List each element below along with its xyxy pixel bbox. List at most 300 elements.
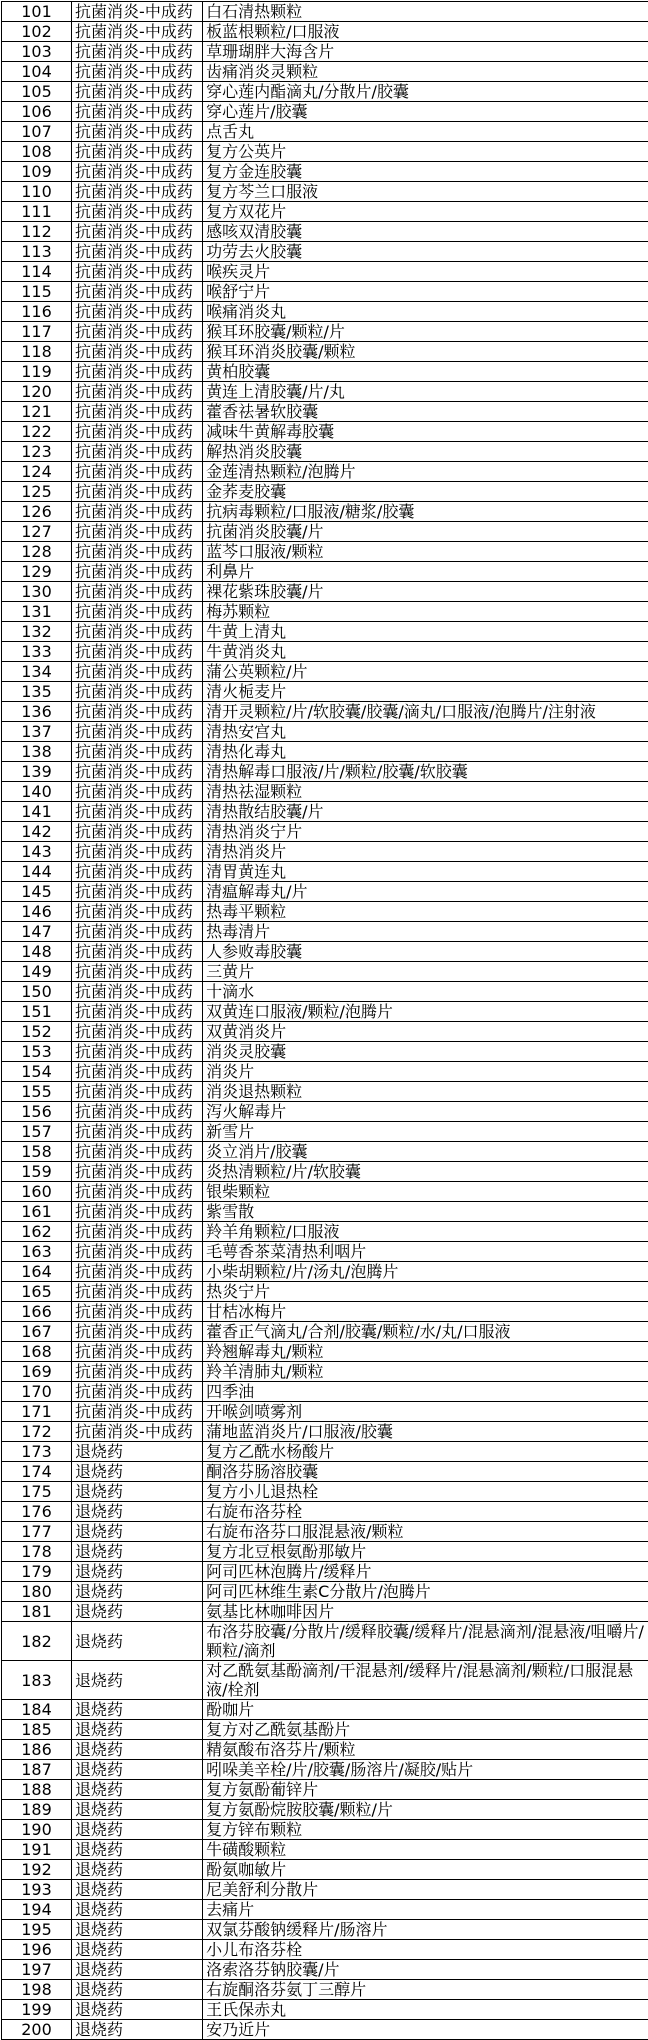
drug-name-cell[interactable]: 右旋酮洛芬氨丁三醇片	[203, 1980, 648, 2000]
row-number-cell[interactable]: 125	[2, 482, 72, 502]
row-number-cell[interactable]: 130	[2, 582, 72, 602]
row-number-cell[interactable]: 112	[2, 222, 72, 242]
category-cell[interactable]: 抗菌消炎-中成药	[72, 822, 203, 842]
category-cell[interactable]: 抗菌消炎-中成药	[72, 682, 203, 702]
category-cell[interactable]: 抗菌消炎-中成药	[72, 962, 203, 982]
category-cell[interactable]: 抗菌消炎-中成药	[72, 1282, 203, 1302]
category-cell[interactable]: 退烧药	[72, 2020, 203, 2040]
category-cell[interactable]: 抗菌消炎-中成药	[72, 1122, 203, 1142]
row-number-cell[interactable]: 199	[2, 2000, 72, 2020]
drug-name-cell[interactable]: 清热化毒丸	[203, 742, 648, 762]
category-cell[interactable]: 抗菌消炎-中成药	[72, 122, 203, 142]
category-cell[interactable]: 抗菌消炎-中成药	[72, 1202, 203, 1222]
drug-name-cell[interactable]: 感咳双清胶囊	[203, 222, 648, 242]
row-number-cell[interactable]: 180	[2, 1582, 72, 1602]
row-number-cell[interactable]: 182	[2, 1622, 72, 1661]
category-cell[interactable]: 抗菌消炎-中成药	[72, 1342, 203, 1362]
drug-name-cell[interactable]: 精氨酸布洛芬片/颗粒	[203, 1740, 648, 1760]
row-number-cell[interactable]: 150	[2, 982, 72, 1002]
row-number-cell[interactable]: 143	[2, 842, 72, 862]
category-cell[interactable]: 抗菌消炎-中成药	[72, 462, 203, 482]
category-cell[interactable]: 退烧药	[72, 2000, 203, 2020]
row-number-cell[interactable]: 105	[2, 82, 72, 102]
drug-name-cell[interactable]: 蒲公英颗粒/片	[203, 662, 648, 682]
row-number-cell[interactable]: 157	[2, 1122, 72, 1142]
row-number-cell[interactable]: 198	[2, 1980, 72, 2000]
row-number-cell[interactable]: 131	[2, 602, 72, 622]
category-cell[interactable]: 退烧药	[72, 1920, 203, 1940]
category-cell[interactable]: 退烧药	[72, 1482, 203, 1502]
drug-name-cell[interactable]: 银柴颗粒	[203, 1182, 648, 1202]
row-number-cell[interactable]: 184	[2, 1700, 72, 1720]
drug-name-cell[interactable]: 清热安宫丸	[203, 722, 648, 742]
category-cell[interactable]: 退烧药	[72, 1661, 203, 1700]
drug-name-cell[interactable]: 清热祛湿颗粒	[203, 782, 648, 802]
category-cell[interactable]: 抗菌消炎-中成药	[72, 542, 203, 562]
drug-name-cell[interactable]: 双黄连口服液/颗粒/泡腾片	[203, 1002, 648, 1022]
drug-name-cell[interactable]: 酮洛芬肠溶胶囊	[203, 1462, 648, 1482]
category-cell[interactable]: 抗菌消炎-中成药	[72, 2, 203, 22]
row-number-cell[interactable]: 161	[2, 1202, 72, 1222]
row-number-cell[interactable]: 107	[2, 122, 72, 142]
row-number-cell[interactable]: 126	[2, 502, 72, 522]
drug-name-cell[interactable]: 蓝芩口服液/颗粒	[203, 542, 648, 562]
drug-name-cell[interactable]: 消炎片	[203, 1062, 648, 1082]
drug-name-cell[interactable]: 黄柏胶囊	[203, 362, 648, 382]
row-number-cell[interactable]: 191	[2, 1840, 72, 1860]
row-number-cell[interactable]: 188	[2, 1780, 72, 1800]
drug-name-cell[interactable]: 洛索洛芬钠胶囊/片	[203, 1960, 648, 1980]
drug-name-cell[interactable]: 牛黄消炎丸	[203, 642, 648, 662]
row-number-cell[interactable]: 119	[2, 362, 72, 382]
row-number-cell[interactable]: 133	[2, 642, 72, 662]
row-number-cell[interactable]: 186	[2, 1740, 72, 1760]
category-cell[interactable]: 退烧药	[72, 1740, 203, 1760]
category-cell[interactable]: 抗菌消炎-中成药	[72, 702, 203, 722]
drug-name-cell[interactable]: 牛磺酸颗粒	[203, 1840, 648, 1860]
category-cell[interactable]: 抗菌消炎-中成药	[72, 562, 203, 582]
category-cell[interactable]: 抗菌消炎-中成药	[72, 102, 203, 122]
row-number-cell[interactable]: 197	[2, 1960, 72, 1980]
category-cell[interactable]: 抗菌消炎-中成药	[72, 1182, 203, 1202]
drug-name-cell[interactable]: 炎热清颗粒/片/软胶囊	[203, 1162, 648, 1182]
drug-name-cell[interactable]: 金荞麦胶囊	[203, 482, 648, 502]
drug-name-cell[interactable]: 解热消炎胶囊	[203, 442, 648, 462]
category-cell[interactable]: 抗菌消炎-中成药	[72, 62, 203, 82]
drug-name-cell[interactable]: 羚羊角颗粒/口服液	[203, 1222, 648, 1242]
category-cell[interactable]: 抗菌消炎-中成药	[72, 882, 203, 902]
row-number-cell[interactable]: 138	[2, 742, 72, 762]
row-number-cell[interactable]: 156	[2, 1102, 72, 1122]
drug-name-cell[interactable]: 羚翘解毒丸/颗粒	[203, 1342, 648, 1362]
row-number-cell[interactable]: 189	[2, 1800, 72, 1820]
drug-name-cell[interactable]: 右旋布洛芬栓	[203, 1502, 648, 1522]
row-number-cell[interactable]: 162	[2, 1222, 72, 1242]
drug-name-cell[interactable]: 清开灵颗粒/片/软胶囊/胶囊/滴丸/口服液/泡腾片/注射液	[203, 702, 648, 722]
row-number-cell[interactable]: 163	[2, 1242, 72, 1262]
category-cell[interactable]: 抗菌消炎-中成药	[72, 782, 203, 802]
row-number-cell[interactable]: 115	[2, 282, 72, 302]
drug-name-cell[interactable]: 板蓝根颗粒/口服液	[203, 22, 648, 42]
category-cell[interactable]: 退烧药	[72, 1462, 203, 1482]
category-cell[interactable]: 抗菌消炎-中成药	[72, 82, 203, 102]
category-cell[interactable]: 抗菌消炎-中成药	[72, 242, 203, 262]
category-cell[interactable]: 抗菌消炎-中成药	[72, 402, 203, 422]
row-number-cell[interactable]: 134	[2, 662, 72, 682]
drug-name-cell[interactable]: 十滴水	[203, 982, 648, 1002]
drug-name-cell[interactable]: 蒲地蓝消炎片/口服液/胶囊	[203, 1422, 648, 1442]
category-cell[interactable]: 抗菌消炎-中成药	[72, 1002, 203, 1022]
category-cell[interactable]: 抗菌消炎-中成药	[72, 302, 203, 322]
drug-name-cell[interactable]: 氨基比林咖啡因片	[203, 1602, 648, 1622]
category-cell[interactable]: 抗菌消炎-中成药	[72, 482, 203, 502]
row-number-cell[interactable]: 152	[2, 1022, 72, 1042]
row-number-cell[interactable]: 175	[2, 1482, 72, 1502]
category-cell[interactable]: 退烧药	[72, 1542, 203, 1562]
category-cell[interactable]: 抗菌消炎-中成药	[72, 1062, 203, 1082]
row-number-cell[interactable]: 159	[2, 1162, 72, 1182]
category-cell[interactable]: 抗菌消炎-中成药	[72, 902, 203, 922]
category-cell[interactable]: 抗菌消炎-中成药	[72, 182, 203, 202]
drug-name-cell[interactable]: 阿司匹林维生素C分散片/泡腾片	[203, 1582, 648, 1602]
category-cell[interactable]: 退烧药	[72, 1780, 203, 1800]
row-number-cell[interactable]: 122	[2, 422, 72, 442]
row-number-cell[interactable]: 129	[2, 562, 72, 582]
drug-name-cell[interactable]: 梅苏颗粒	[203, 602, 648, 622]
drug-name-cell[interactable]: 喉舒宁片	[203, 282, 648, 302]
category-cell[interactable]: 退烧药	[72, 1840, 203, 1860]
category-cell[interactable]: 抗菌消炎-中成药	[72, 362, 203, 382]
row-number-cell[interactable]: 200	[2, 2020, 72, 2040]
row-number-cell[interactable]: 102	[2, 22, 72, 42]
drug-name-cell[interactable]: 功劳去火胶囊	[203, 242, 648, 262]
row-number-cell[interactable]: 116	[2, 302, 72, 322]
row-number-cell[interactable]: 190	[2, 1820, 72, 1840]
row-number-cell[interactable]: 144	[2, 862, 72, 882]
row-number-cell[interactable]: 110	[2, 182, 72, 202]
category-cell[interactable]: 抗菌消炎-中成药	[72, 1262, 203, 1282]
drug-name-cell[interactable]: 开喉剑喷雾剂	[203, 1402, 648, 1422]
row-number-cell[interactable]: 171	[2, 1402, 72, 1422]
drug-name-cell[interactable]: 四季油	[203, 1382, 648, 1402]
drug-name-cell[interactable]: 新雪片	[203, 1122, 648, 1142]
category-cell[interactable]: 退烧药	[72, 1900, 203, 1920]
drug-name-cell[interactable]: 消炎灵胶囊	[203, 1042, 648, 1062]
drug-name-cell[interactable]: 热毒平颗粒	[203, 902, 648, 922]
drug-name-cell[interactable]: 复方北豆根氨酚那敏片	[203, 1542, 648, 1562]
category-cell[interactable]: 退烧药	[72, 1502, 203, 1522]
row-number-cell[interactable]: 147	[2, 922, 72, 942]
drug-name-cell[interactable]: 羚羊清肺丸/颗粒	[203, 1362, 648, 1382]
drug-name-cell[interactable]: 双氯芬酸钠缓释片/肠溶片	[203, 1920, 648, 1940]
row-number-cell[interactable]: 118	[2, 342, 72, 362]
category-cell[interactable]: 抗菌消炎-中成药	[72, 1162, 203, 1182]
drug-name-cell[interactable]: 小柴胡颗粒/片/汤丸/泡腾片	[203, 1262, 648, 1282]
row-number-cell[interactable]: 170	[2, 1382, 72, 1402]
category-cell[interactable]: 抗菌消炎-中成药	[72, 762, 203, 782]
row-number-cell[interactable]: 178	[2, 1542, 72, 1562]
drug-name-cell[interactable]: 热毒清片	[203, 922, 648, 942]
drug-name-cell[interactable]: 藿香祛暑软胶囊	[203, 402, 648, 422]
drug-name-cell[interactable]: 右旋布洛芬口服混悬液/颗粒	[203, 1522, 648, 1542]
category-cell[interactable]: 退烧药	[72, 1700, 203, 1720]
drug-name-cell[interactable]: 酚氨咖敏片	[203, 1860, 648, 1880]
drug-name-cell[interactable]: 双黄消炎片	[203, 1022, 648, 1042]
category-cell[interactable]: 抗菌消炎-中成药	[72, 1322, 203, 1342]
row-number-cell[interactable]: 108	[2, 142, 72, 162]
drug-name-cell[interactable]: 王氏保赤丸	[203, 2000, 648, 2020]
category-cell[interactable]: 抗菌消炎-中成药	[72, 982, 203, 1002]
row-number-cell[interactable]: 103	[2, 42, 72, 62]
category-cell[interactable]: 抗菌消炎-中成药	[72, 1042, 203, 1062]
row-number-cell[interactable]: 124	[2, 462, 72, 482]
category-cell[interactable]: 抗菌消炎-中成药	[72, 142, 203, 162]
category-cell[interactable]: 抗菌消炎-中成药	[72, 802, 203, 822]
row-number-cell[interactable]: 155	[2, 1082, 72, 1102]
category-cell[interactable]: 退烧药	[72, 1760, 203, 1780]
drug-name-cell[interactable]: 对乙酰氨基酚滴剂/干混悬剂/缓释片/混悬滴剂/颗粒/口服混悬液/栓剂	[203, 1661, 648, 1700]
drug-name-cell[interactable]: 清热散结胶囊/片	[203, 802, 648, 822]
row-number-cell[interactable]: 183	[2, 1661, 72, 1700]
category-cell[interactable]: 抗菌消炎-中成药	[72, 162, 203, 182]
category-cell[interactable]: 抗菌消炎-中成药	[72, 862, 203, 882]
category-cell[interactable]: 退烧药	[72, 1960, 203, 1980]
row-number-cell[interactable]: 153	[2, 1042, 72, 1062]
drug-name-cell[interactable]: 抗菌消炎胶囊/片	[203, 522, 648, 542]
drug-name-cell[interactable]: 消炎退热颗粒	[203, 1082, 648, 1102]
category-cell[interactable]: 抗菌消炎-中成药	[72, 942, 203, 962]
drug-name-cell[interactable]: 三黄片	[203, 962, 648, 982]
category-cell[interactable]: 抗菌消炎-中成药	[72, 22, 203, 42]
row-number-cell[interactable]: 167	[2, 1322, 72, 1342]
row-number-cell[interactable]: 121	[2, 402, 72, 422]
category-cell[interactable]: 退烧药	[72, 1720, 203, 1740]
drug-name-cell[interactable]: 金莲清热颗粒/泡腾片	[203, 462, 648, 482]
drug-name-cell[interactable]: 复方双花片	[203, 202, 648, 222]
drug-name-cell[interactable]: 利鼻片	[203, 562, 648, 582]
category-cell[interactable]: 抗菌消炎-中成药	[72, 662, 203, 682]
drug-name-cell[interactable]: 清热消炎宁片	[203, 822, 648, 842]
drug-name-cell[interactable]: 清热消炎片	[203, 842, 648, 862]
drug-name-cell[interactable]: 复方乙酰水杨酸片	[203, 1442, 648, 1462]
category-cell[interactable]: 抗菌消炎-中成药	[72, 522, 203, 542]
drug-name-cell[interactable]: 抗病毒颗粒/口服液/糖浆/胶囊	[203, 502, 648, 522]
row-number-cell[interactable]: 132	[2, 622, 72, 642]
row-number-cell[interactable]: 113	[2, 242, 72, 262]
category-cell[interactable]: 退烧药	[72, 1562, 203, 1582]
row-number-cell[interactable]: 128	[2, 542, 72, 562]
category-cell[interactable]: 抗菌消炎-中成药	[72, 442, 203, 462]
category-cell[interactable]: 退烧药	[72, 1522, 203, 1542]
category-cell[interactable]: 抗菌消炎-中成药	[72, 1142, 203, 1162]
category-cell[interactable]: 抗菌消炎-中成药	[72, 742, 203, 762]
drug-name-cell[interactable]: 藿香正气滴丸/合剂/胶囊/颗粒/水/丸/口服液	[203, 1322, 648, 1342]
category-cell[interactable]: 抗菌消炎-中成药	[72, 582, 203, 602]
row-number-cell[interactable]: 154	[2, 1062, 72, 1082]
drug-name-cell[interactable]: 减味牛黄解毒胶囊	[203, 422, 648, 442]
row-number-cell[interactable]: 117	[2, 322, 72, 342]
row-number-cell[interactable]: 137	[2, 722, 72, 742]
row-number-cell[interactable]: 194	[2, 1900, 72, 1920]
row-number-cell[interactable]: 158	[2, 1142, 72, 1162]
drug-name-cell[interactable]: 安乃近片	[203, 2020, 648, 2040]
row-number-cell[interactable]: 135	[2, 682, 72, 702]
drug-name-cell[interactable]: 复方对乙酰氨基酚片	[203, 1720, 648, 1740]
row-number-cell[interactable]: 114	[2, 262, 72, 282]
category-cell[interactable]: 抗菌消炎-中成药	[72, 1242, 203, 1262]
drug-name-cell[interactable]: 清火栀麦片	[203, 682, 648, 702]
row-number-cell[interactable]: 160	[2, 1182, 72, 1202]
category-cell[interactable]: 抗菌消炎-中成药	[72, 202, 203, 222]
category-cell[interactable]: 抗菌消炎-中成药	[72, 622, 203, 642]
row-number-cell[interactable]: 172	[2, 1422, 72, 1442]
category-cell[interactable]: 抗菌消炎-中成药	[72, 382, 203, 402]
category-cell[interactable]: 抗菌消炎-中成药	[72, 342, 203, 362]
category-cell[interactable]: 抗菌消炎-中成药	[72, 422, 203, 442]
row-number-cell[interactable]: 127	[2, 522, 72, 542]
category-cell[interactable]: 抗菌消炎-中成药	[72, 1362, 203, 1382]
category-cell[interactable]: 抗菌消炎-中成药	[72, 642, 203, 662]
category-cell[interactable]: 抗菌消炎-中成药	[72, 1382, 203, 1402]
row-number-cell[interactable]: 173	[2, 1442, 72, 1462]
category-cell[interactable]: 抗菌消炎-中成药	[72, 722, 203, 742]
category-cell[interactable]: 抗菌消炎-中成药	[72, 1082, 203, 1102]
category-cell[interactable]: 退烧药	[72, 1582, 203, 1602]
row-number-cell[interactable]: 106	[2, 102, 72, 122]
drug-name-cell[interactable]: 复方小儿退热栓	[203, 1482, 648, 1502]
row-number-cell[interactable]: 146	[2, 902, 72, 922]
row-number-cell[interactable]: 166	[2, 1302, 72, 1322]
row-number-cell[interactable]: 165	[2, 1282, 72, 1302]
row-number-cell[interactable]: 151	[2, 1002, 72, 1022]
drug-name-cell[interactable]: 草珊瑚胖大海含片	[203, 42, 648, 62]
row-number-cell[interactable]: 185	[2, 1720, 72, 1740]
row-number-cell[interactable]: 111	[2, 202, 72, 222]
row-number-cell[interactable]: 195	[2, 1920, 72, 1940]
category-cell[interactable]: 退烧药	[72, 1602, 203, 1622]
drug-name-cell[interactable]: 热炎宁片	[203, 1282, 648, 1302]
row-number-cell[interactable]: 187	[2, 1760, 72, 1780]
category-cell[interactable]: 退烧药	[72, 1820, 203, 1840]
drug-name-cell[interactable]: 黄连上清胶囊/片/丸	[203, 382, 648, 402]
row-number-cell[interactable]: 177	[2, 1522, 72, 1542]
category-cell[interactable]: 抗菌消炎-中成药	[72, 282, 203, 302]
drug-name-cell[interactable]: 牛黄上清丸	[203, 622, 648, 642]
drug-name-cell[interactable]: 酚咖片	[203, 1700, 648, 1720]
drug-name-cell[interactable]: 穿心莲内酯滴丸/分散片/胶囊	[203, 82, 648, 102]
category-cell[interactable]: 退烧药	[72, 1622, 203, 1661]
drug-name-cell[interactable]: 人参败毒胶囊	[203, 942, 648, 962]
drug-name-cell[interactable]: 齿痛消炎灵颗粒	[203, 62, 648, 82]
row-number-cell[interactable]: 168	[2, 1342, 72, 1362]
category-cell[interactable]: 抗菌消炎-中成药	[72, 1302, 203, 1322]
category-cell[interactable]: 抗菌消炎-中成药	[72, 262, 203, 282]
category-cell[interactable]: 退烧药	[72, 1860, 203, 1880]
drug-name-cell[interactable]: 猴耳环消炎胶囊/颗粒	[203, 342, 648, 362]
row-number-cell[interactable]: 179	[2, 1562, 72, 1582]
drug-name-cell[interactable]: 去痛片	[203, 1900, 648, 1920]
drug-name-cell[interactable]: 喉疾灵片	[203, 262, 648, 282]
category-cell[interactable]: 退烧药	[72, 1800, 203, 1820]
drug-name-cell[interactable]: 炎立消片/胶囊	[203, 1142, 648, 1162]
category-cell[interactable]: 抗菌消炎-中成药	[72, 322, 203, 342]
row-number-cell[interactable]: 176	[2, 1502, 72, 1522]
drug-name-cell[interactable]: 吲哚美辛栓/片/胶囊/肠溶片/凝胶/贴片	[203, 1760, 648, 1780]
row-number-cell[interactable]: 148	[2, 942, 72, 962]
drug-name-cell[interactable]: 泻火解毒片	[203, 1102, 648, 1122]
category-cell[interactable]: 退烧药	[72, 1442, 203, 1462]
category-cell[interactable]: 抗菌消炎-中成药	[72, 1402, 203, 1422]
row-number-cell[interactable]: 174	[2, 1462, 72, 1482]
drug-name-cell[interactable]: 裸花紫珠胶囊/片	[203, 582, 648, 602]
row-number-cell[interactable]: 123	[2, 442, 72, 462]
row-number-cell[interactable]: 136	[2, 702, 72, 722]
drug-name-cell[interactable]: 毛萼香茶菜清热利咽片	[203, 1242, 648, 1262]
row-number-cell[interactable]: 142	[2, 822, 72, 842]
drug-name-cell[interactable]: 穿心莲片/胶囊	[203, 102, 648, 122]
drug-name-cell[interactable]: 复方金连胶囊	[203, 162, 648, 182]
row-number-cell[interactable]: 104	[2, 62, 72, 82]
row-number-cell[interactable]: 139	[2, 762, 72, 782]
drug-name-cell[interactable]: 复方芩兰口服液	[203, 182, 648, 202]
row-number-cell[interactable]: 149	[2, 962, 72, 982]
drug-name-cell[interactable]: 复方公英片	[203, 142, 648, 162]
row-number-cell[interactable]: 193	[2, 1880, 72, 1900]
row-number-cell[interactable]: 192	[2, 1860, 72, 1880]
category-cell[interactable]: 退烧药	[72, 1880, 203, 1900]
drug-name-cell[interactable]: 清胃黄连丸	[203, 862, 648, 882]
row-number-cell[interactable]: 169	[2, 1362, 72, 1382]
category-cell[interactable]: 抗菌消炎-中成药	[72, 842, 203, 862]
drug-name-cell[interactable]: 复方锌布颗粒	[203, 1820, 648, 1840]
row-number-cell[interactable]: 120	[2, 382, 72, 402]
row-number-cell[interactable]: 196	[2, 1940, 72, 1960]
category-cell[interactable]: 抗菌消炎-中成药	[72, 1422, 203, 1442]
category-cell[interactable]: 抗菌消炎-中成药	[72, 1022, 203, 1042]
drug-name-cell[interactable]: 复方氨酚烷胺胶囊/颗粒/片	[203, 1800, 648, 1820]
category-cell[interactable]: 抗菌消炎-中成药	[72, 602, 203, 622]
drug-name-cell[interactable]: 清瘟解毒丸/片	[203, 882, 648, 902]
category-cell[interactable]: 退烧药	[72, 1980, 203, 2000]
drug-name-cell[interactable]: 尼美舒利分散片	[203, 1880, 648, 1900]
row-number-cell[interactable]: 109	[2, 162, 72, 182]
category-cell[interactable]: 抗菌消炎-中成药	[72, 42, 203, 62]
drug-name-cell[interactable]: 阿司匹林泡腾片/缓释片	[203, 1562, 648, 1582]
row-number-cell[interactable]: 140	[2, 782, 72, 802]
category-cell[interactable]: 退烧药	[72, 1940, 203, 1960]
row-number-cell[interactable]: 181	[2, 1602, 72, 1622]
row-number-cell[interactable]: 164	[2, 1262, 72, 1282]
drug-name-cell[interactable]: 喉痛消炎丸	[203, 302, 648, 322]
drug-name-cell[interactable]: 布洛芬胶囊/分散片/缓释胶囊/缓释片/混悬滴剂/混悬液/咀嚼片/颗粒/滴剂	[203, 1622, 648, 1661]
row-number-cell[interactable]: 141	[2, 802, 72, 822]
drug-name-cell[interactable]: 白石清热颗粒	[203, 2, 648, 22]
drug-name-cell[interactable]: 紫雪散	[203, 1202, 648, 1222]
row-number-cell[interactable]: 145	[2, 882, 72, 902]
drug-name-cell[interactable]: 小儿布洛芬栓	[203, 1940, 648, 1960]
category-cell[interactable]: 抗菌消炎-中成药	[72, 1222, 203, 1242]
drug-name-cell[interactable]: 点舌丸	[203, 122, 648, 142]
category-cell[interactable]: 抗菌消炎-中成药	[72, 502, 203, 522]
drug-name-cell[interactable]: 甘桔冰梅片	[203, 1302, 648, 1322]
row-number-cell[interactable]: 101	[2, 2, 72, 22]
drug-name-cell[interactable]: 猴耳环胶囊/颗粒/片	[203, 322, 648, 342]
category-cell[interactable]: 抗菌消炎-中成药	[72, 1102, 203, 1122]
category-cell[interactable]: 抗菌消炎-中成药	[72, 222, 203, 242]
category-cell[interactable]: 抗菌消炎-中成药	[72, 922, 203, 942]
drug-name-cell[interactable]: 清热解毒口服液/片/颗粒/胶囊/软胶囊	[203, 762, 648, 782]
drug-name-cell[interactable]: 复方氨酚葡锌片	[203, 1780, 648, 1800]
